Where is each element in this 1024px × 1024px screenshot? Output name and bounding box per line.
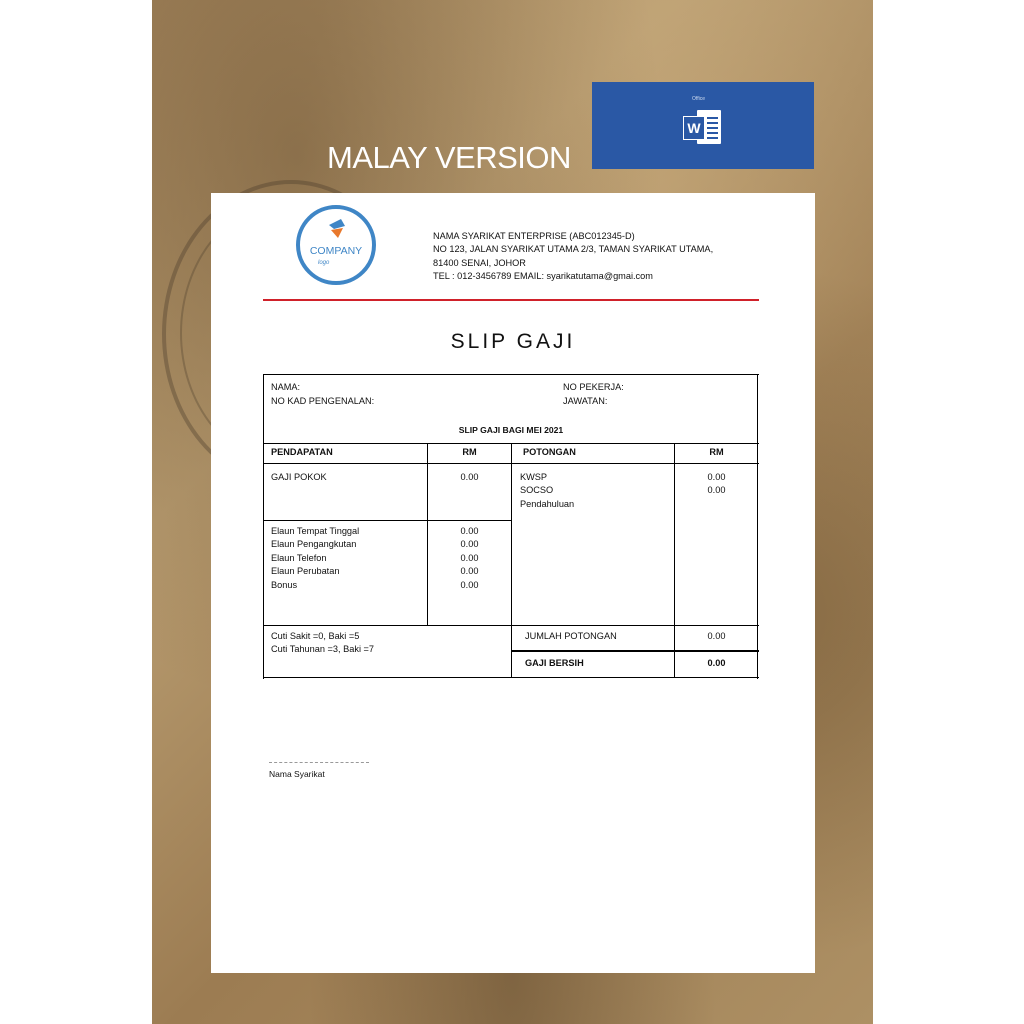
allowance-value: 0.00 [460,552,479,563]
deduction-label: KWSP [520,472,548,482]
company-info [433,230,713,284]
company-name: NAMA SYARIKAT ENTERPRISE (ABC012345-D) [433,231,635,241]
word-icon: W [683,110,721,144]
earnings-header: PENDAPATAN [271,447,333,457]
deduction-label: SOCSO [520,485,554,496]
company-address-1: NO 123, JALAN SYARIKAT UTAMA 2/3, TAMAN SYARIKAT UTAMA, [433,244,714,255]
right-margin [873,0,1024,1024]
document-title: SLIP GAJI [450,330,576,353]
header-divider [263,299,759,301]
annual-leave-info: Cuti Tahunan =3, Baki =7 [271,644,375,655]
net-salary-value: 0.00 [707,658,726,668]
employee-name-label: NAMA: [271,382,301,392]
allowance-label: Elaun Perubatan [271,566,340,577]
deductions-header: POTONGAN [523,447,576,457]
employee-position-label: JAWATAN: [563,396,608,406]
allowance-label: Elaun Tempat Tinggal [271,526,360,536]
total-deductions-label: JUMLAH POTONGAN [525,631,617,641]
allowance-value: 0.00 [460,579,479,590]
company-contact: TEL : 012-3456789 EMAIL: syarikatutama@gmai.com [433,271,653,282]
allowance-value: 0.00 [460,566,479,577]
allowance-value: 0.00 [460,526,479,536]
logo-mark-icon [326,217,348,239]
logo-subtext: logo [318,260,330,266]
period-title: SLIP GAJI BAGI MEI 2021 [458,425,564,435]
signature-line [269,762,369,763]
allowance-label: Elaun Pengangkutan [271,539,357,550]
word-banner [592,82,814,169]
company-logo [296,205,376,285]
signature-label: Nama Syarikat [269,769,325,779]
version-title: MALAY VERSION [327,140,571,175]
deduction-value: 0.00 [707,472,726,482]
basic-salary-value: 0.00 [460,472,479,482]
company-address-2: 81400 SENAI, JOHOR [433,257,526,268]
earnings-rm-header: RM [462,447,477,457]
sick-leave-info: Cuti Sakit =0, Baki =5 [271,631,360,641]
total-deductions-value: 0.00 [707,631,726,641]
allowance-value: 0.00 [460,539,479,550]
employee-number-label: NO PEKERJA: [563,382,624,392]
logo-text: COMPANY [309,245,363,257]
office-label: Office [692,96,705,102]
employee-ic-label: NO KAD PENGENALAN: [271,396,375,406]
allowance-label: Elaun Telefon [271,552,327,563]
basic-salary-label: GAJI POKOK [271,472,327,482]
net-salary-label: GAJI BERSIH [525,658,584,668]
deductions-rm-header: RM [709,447,724,457]
left-margin [0,0,152,1024]
payslip-paper [211,193,815,973]
deduction-label: Pendahuluan [520,498,575,509]
parchment-background [152,0,873,1024]
deduction-value: 0.00 [707,485,726,496]
allowance-label: Bonus [271,579,298,590]
